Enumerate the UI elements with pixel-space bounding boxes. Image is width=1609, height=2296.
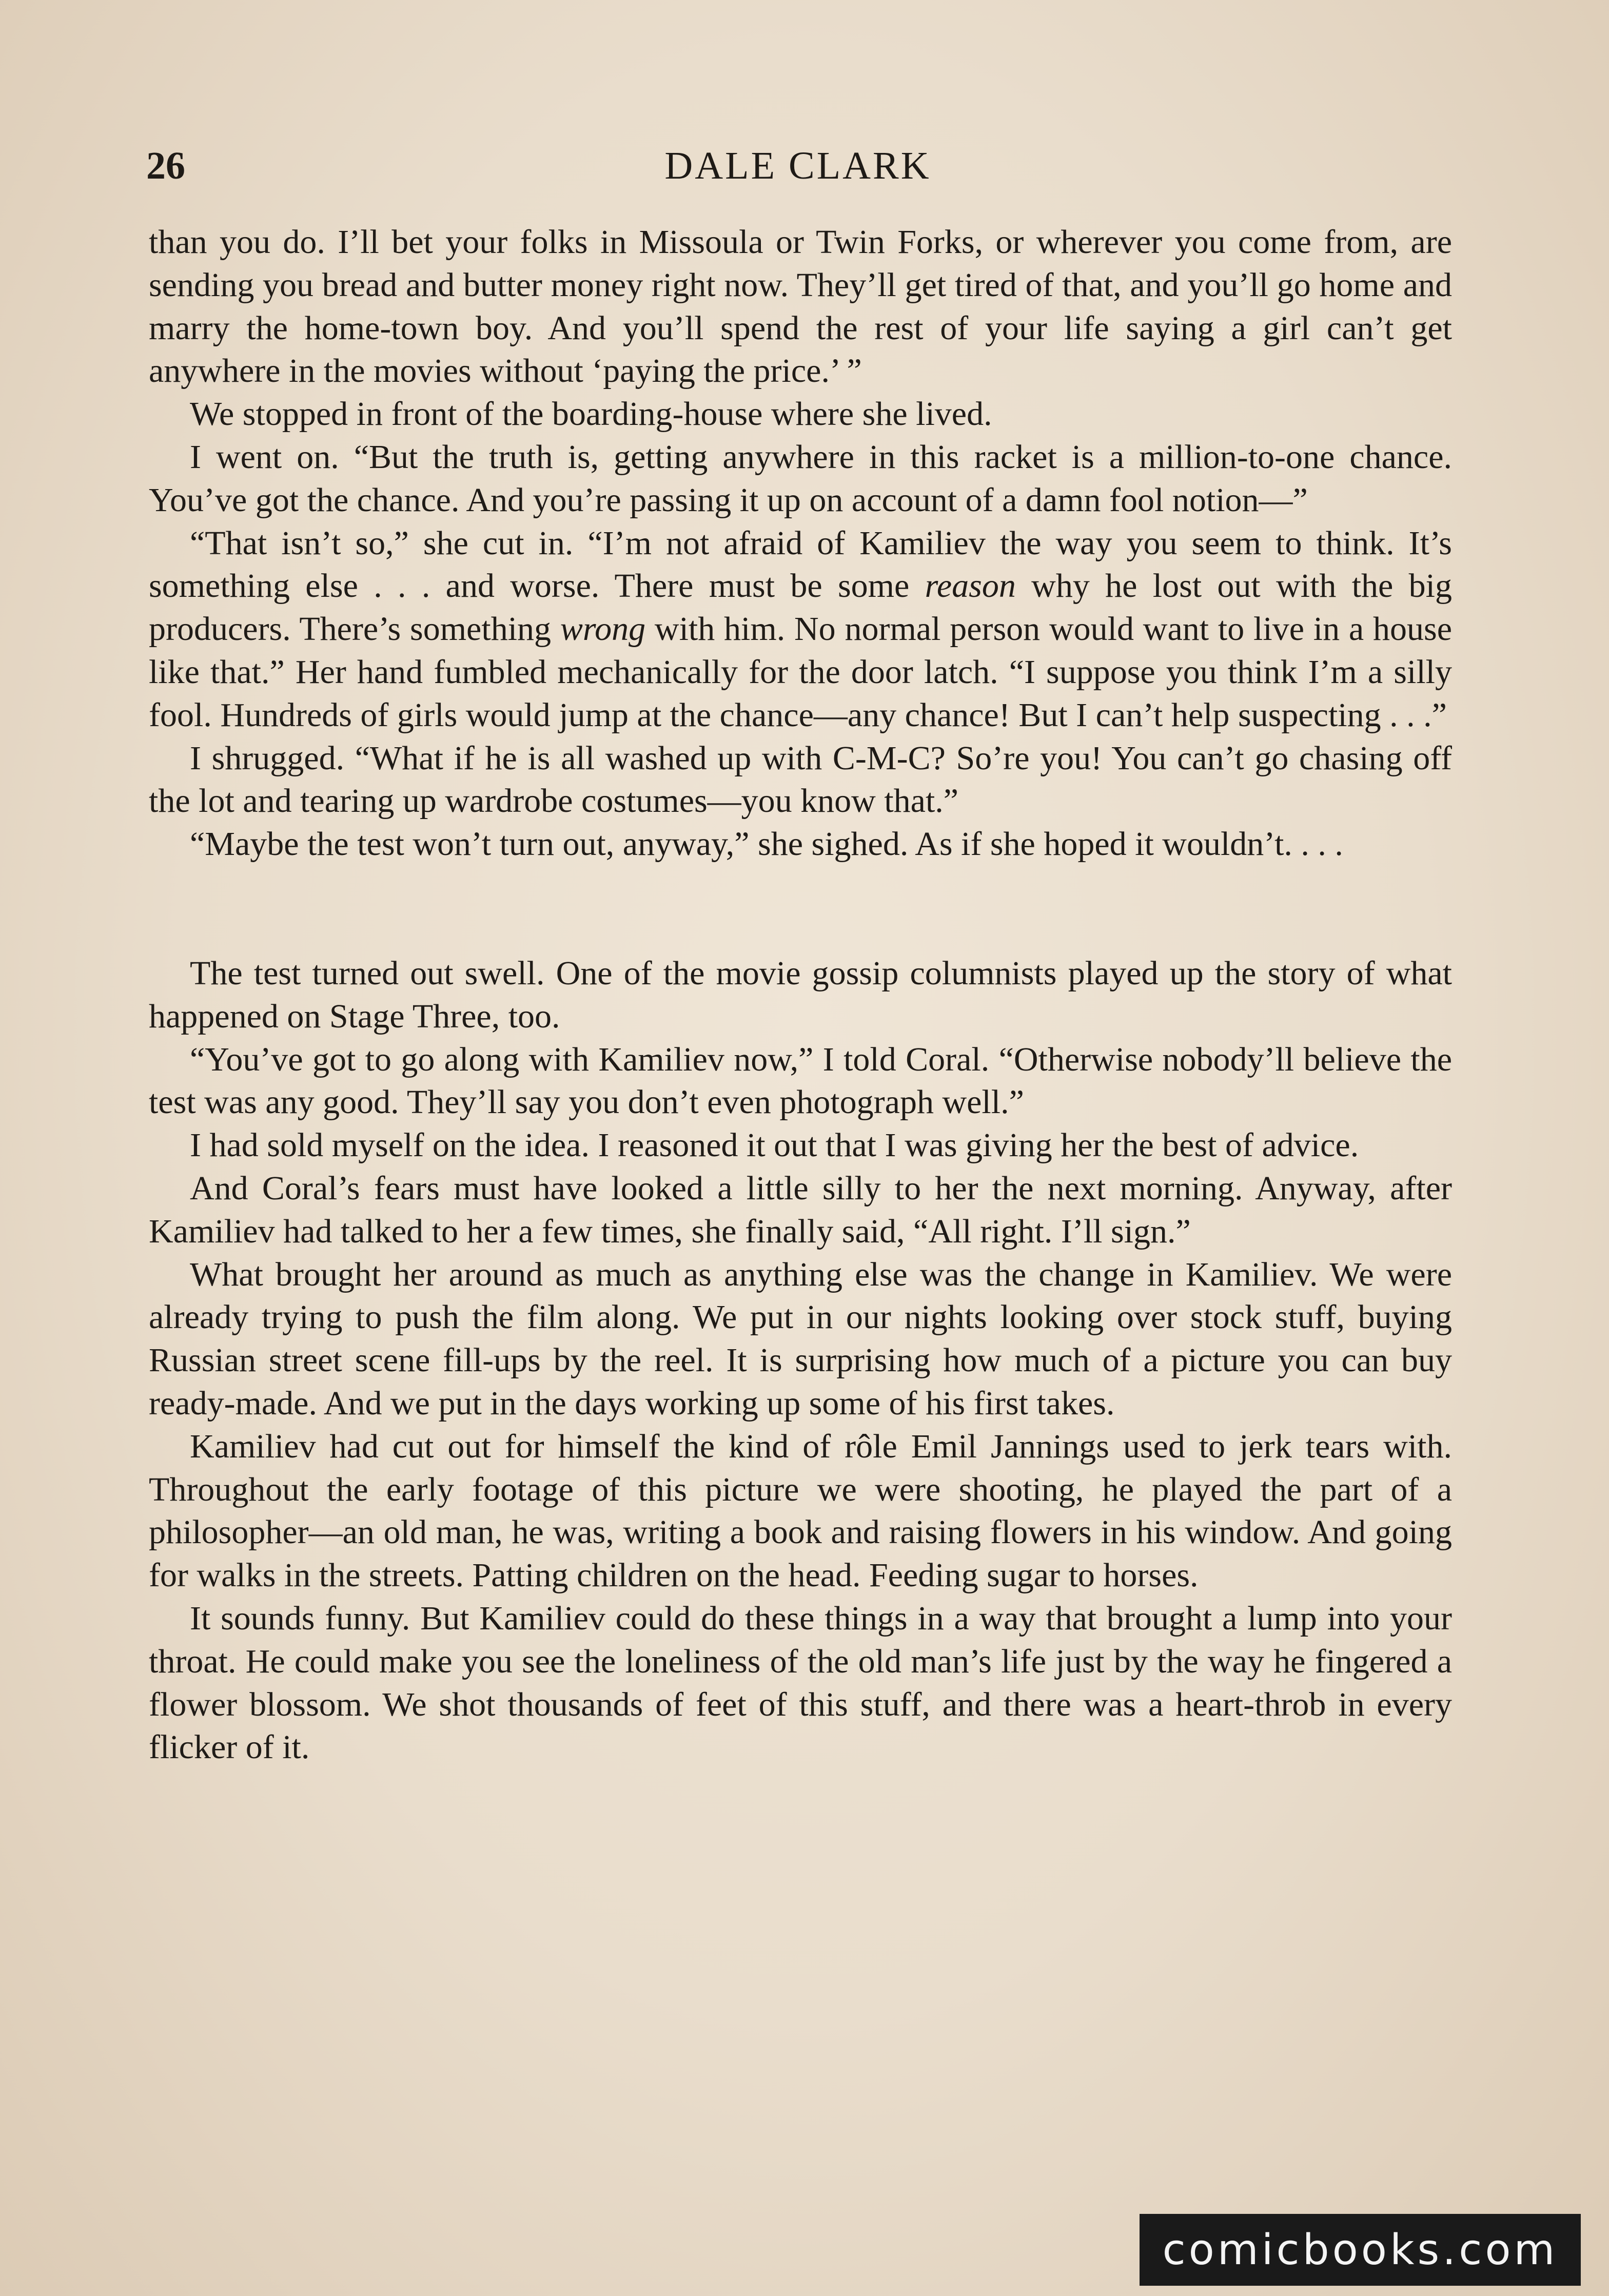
running-head: DALE CLARK bbox=[664, 144, 931, 187]
section-break bbox=[149, 866, 1452, 952]
page-header bbox=[146, 144, 1449, 200]
page-number: 26 bbox=[146, 144, 185, 187]
paragraph: I shrugged. “What if he is all washed up with C-M-C? So’re you! You can’t go chasing off the lot and tearing up wardrobe costumes—you know that.” bbox=[149, 739, 1452, 820]
paragraph: We stopped in front of the boarding-house where she lived. bbox=[190, 395, 992, 433]
paragraph: I went on. “But the truth is, getting anywhere in this racket is a million-to-one chance. You’ve got the chance. And you’re passing it up on account of a damn fool notion—” bbox=[149, 438, 1452, 519]
paragraph: “You’ve got to go along with Kamiliev now,” I told Coral. “Otherwise nobody’ll believe the test was any good. They’ll say you don’t even photograph well.” bbox=[149, 1040, 1452, 1121]
watermark: comicbooks.com bbox=[1140, 2214, 1581, 2286]
paragraph: It sounds funny. But Kamiliev could do these things in a way that brought a lump into your throat. He could make you see the loneliness of the old man’s life just by the way he fingered a flower blossom. We shot thousands of feet of this stuff, and there was a heart-throb in every flicker of it. bbox=[149, 1599, 1452, 1766]
paragraph: “Maybe the test won’t turn out, anyway,” she sighed. As if she hoped it wouldn’t. . . . bbox=[190, 825, 1343, 863]
paragraph: What brought her around as much as anything else was the change in Kamiliev. We were already trying to push the film along. We put in our nights looking over stock stuff, buying Russian street scene fill-ups by the reel. It is surprising how much of a picture you can buy ready-made. And we put in the days working up some of his first takes. bbox=[149, 1255, 1452, 1422]
paragraph: And Coral’s fears must have looked a little silly to her the next morning. Anyway, after Kamiliev had talked to her a few times, she finally said, “All right. I’ll sign.” bbox=[149, 1169, 1452, 1250]
paragraph: Kamiliev had cut out for himself the kind of rôle Emil Jannings used to jerk tears with. Throughout the early footage of this picture we were shooting, he played the part of a philosopher—an old man, he was, writing a book and raising flowers in his window. And going for walks in the streets. Patting children on the head. Feeding sugar to horses. bbox=[149, 1427, 1452, 1594]
emphasis: reason bbox=[925, 567, 1016, 605]
paragraph-text: why he lost out with the big producers. There’s something bbox=[149, 567, 1452, 648]
paragraph: I had sold myself on the idea. I reasoned it out that I was giving her the best of advice. bbox=[190, 1126, 1359, 1164]
body-text bbox=[149, 221, 1452, 1769]
emphasis: wrong bbox=[560, 610, 646, 648]
paragraph: The test turned out swell. One of the movie gossip columnists played up the story of what happened on Stage Three, too. bbox=[149, 954, 1452, 1035]
paragraph-text: with him. No normal person would want to live in a house like that.” Her hand fumbled mechanically for the door latch. “I suppose you think I’m a silly fool. Hundreds of girls would jump at the chance—any chance! But I can’t help suspecting . . .” bbox=[149, 610, 1452, 734]
paragraph bbox=[149, 522, 1452, 737]
paragraph-text: “That isn’t so,” she cut in. “I’m not afraid of Kamiliev the way you seem to think. It’s something else . . . and worse. There must be some bbox=[149, 524, 1452, 605]
paragraph: than you do. I’ll bet your folks in Missoula or Twin Forks, or wherever you come from, are sending you bread and butter money right now. They’ll get tired of that, and you’ll go home and marry the home-town boy. And you’ll spend the rest of your life saying a girl can’t get anywhere in the movies without ‘paying the price.’ ” bbox=[149, 223, 1452, 390]
